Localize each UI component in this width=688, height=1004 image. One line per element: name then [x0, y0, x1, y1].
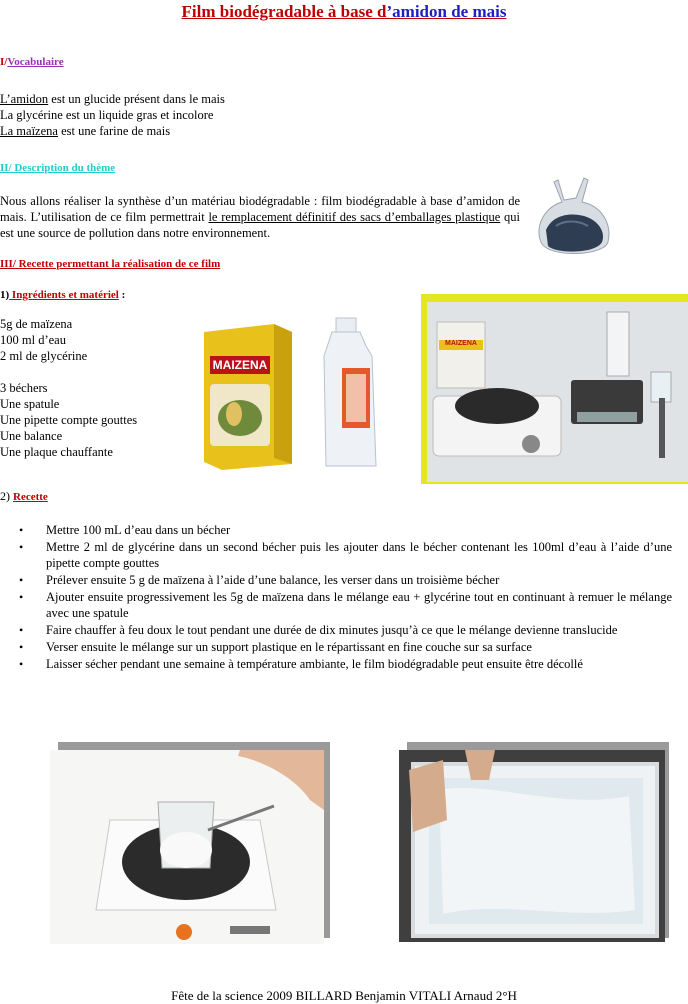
- page-title: [0, 2, 688, 22]
- ingredients-list: [0, 316, 87, 364]
- glycerine-bottle-image: [318, 316, 382, 470]
- maizena-brand-small: MAIZENA: [445, 340, 477, 347]
- ingredient-item: 100 ml d’eau: [0, 333, 66, 347]
- plastic-bag-image: [528, 176, 620, 260]
- recipe-step: • Prélever ensuite 5 g de maïzena à l’aide d’une balance, les verser dans un troisième bécher: [19, 573, 500, 587]
- equipment-item: Une balance: [0, 429, 63, 443]
- vocab-heading-label: Vocabulaire: [7, 56, 64, 68]
- equipment-item: 3 béchers: [0, 381, 48, 395]
- page-footer: Fête de la science 2009 BILLARD Benjamin VITALI Arnaud 2°H: [171, 988, 517, 1003]
- ingredient-item: 2 ml de glycérine: [0, 349, 88, 363]
- recipe-section-heading: III/ Recette permettant la réalisation de ce film: [0, 258, 221, 270]
- vocab-heading-num: I/: [0, 56, 8, 68]
- vocab-line: La glycérine est un liquide gras et incolore: [0, 108, 214, 122]
- maizena-brand: MAIZENA: [212, 358, 268, 372]
- recipe-step: • Ajouter ensuite progressivement les 5g de maïzena dans le mélange eau + glycérine tout en continuant à remuer le mélange avec une spatule: [19, 590, 672, 620]
- equipment-item: Une plaque chauffante: [0, 445, 113, 459]
- recipe-steps: [0, 522, 672, 673]
- recipe-step: • Verser ensuite le mélange sur un support plastique en le répartissant en fine couche sur sa surface: [19, 640, 532, 654]
- recipe-step: • Faire chauffer à feu doux le tout pendant une durée de dix minutes jusqu’à ce que le mélange devienne translucide: [19, 623, 618, 637]
- recipe-step: • Mettre 100 mL d’eau dans un bécher: [19, 523, 231, 537]
- description-heading: II/ Description du thème: [0, 162, 116, 174]
- title-part-2: ’amidon de mais: [386, 2, 507, 21]
- vocab-line: L’amidon est un glucide présent dans le mais: [0, 92, 225, 106]
- ingredient-item: 5g de maïzena: [0, 317, 73, 331]
- equipment-item: Une spatule: [0, 397, 60, 411]
- ingredients-heading: 1) Ingrédients et matériel :: [0, 289, 126, 301]
- vocab-heading: [0, 56, 64, 68]
- vocab-line: La maïzena est une farine de mais: [0, 124, 171, 138]
- recipe-step: • Laisser sécher pendant une semaine à température ambiante, le film biodégradable peut ensuite être décollé: [19, 657, 583, 671]
- heating-plate-photo: [50, 742, 330, 944]
- equipment-item: Une pipette compte gouttes: [0, 413, 138, 427]
- film-tray-photo: [399, 742, 669, 942]
- equipment-list: [0, 380, 137, 460]
- lab-equipment-photo: [421, 294, 688, 484]
- title-part-1: Film biodégradable à base d: [181, 2, 387, 21]
- description-text: Nous allons réaliser la synthèse d’un matériau biodégradable : film biodégradable à base d’amidon de mais. L’utilisation de ce film permettrait le remplacement définitif des sacs d’emballages plastique qui est une source de pollution dans notre environnement.: [0, 194, 520, 240]
- description-highlight: le remplacement définitif des sacs d’emballages plastique: [208, 210, 501, 224]
- vocab-list: [0, 91, 400, 139]
- recette-heading: 2) Recette: [0, 489, 48, 503]
- recipe-step: • Mettre 2 ml de glycérine dans un second bécher puis les ajouter dans le bécher contenant les 100ml d’eau à l’aide d’une pipette compte gouttes: [19, 540, 672, 570]
- maizena-box-image: [200, 322, 296, 472]
